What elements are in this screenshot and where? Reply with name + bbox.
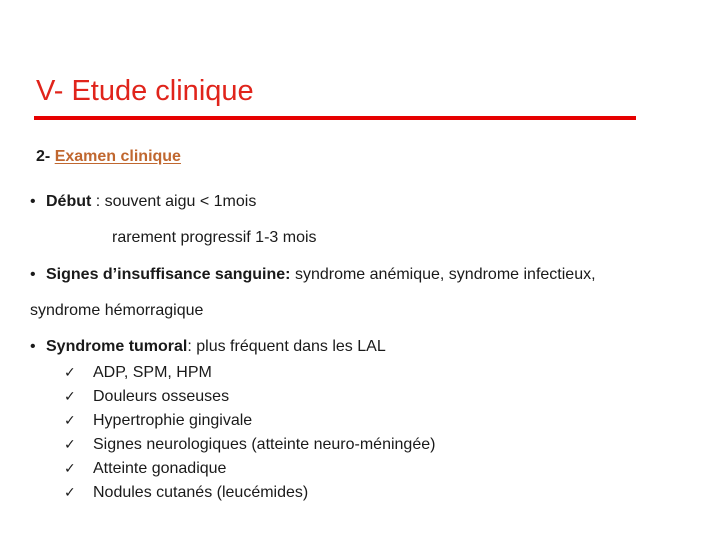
section-title: Examen clinique [54, 148, 181, 165]
debut-label: Début [46, 193, 92, 210]
list-item-text: Hypertrophie gingivale [93, 412, 253, 429]
bullet-tumoral [30, 336, 386, 358]
checkmark-icon: ✓ [64, 485, 76, 501]
bullet-debut [30, 191, 256, 213]
section-heading [36, 146, 181, 168]
checkmark-icon: ✓ [64, 437, 76, 453]
bullet-insuffisance [30, 264, 596, 286]
list-item [64, 481, 435, 505]
insuffisance-continuation: syndrome hémorragique [30, 302, 204, 319]
debut-continuation: rarement progressif 1-3 mois [112, 229, 317, 246]
slide-title: V- Etude clinique [36, 75, 254, 107]
bullet-icon: • [30, 338, 36, 355]
tumoral-text: : plus fréquent dans les LAL [187, 338, 386, 355]
checkmark-icon: ✓ [64, 413, 76, 429]
checkmark-icon: ✓ [64, 461, 76, 477]
checkmark-icon: ✓ [64, 389, 76, 405]
list-item [64, 361, 435, 385]
insuffisance-label: Signes d’insuffisance sanguine: [46, 266, 291, 283]
list-item-text: Douleurs osseuses [93, 388, 230, 405]
debut-text: : souvent aigu < 1mois [91, 193, 257, 210]
checkmark-icon: ✓ [64, 365, 76, 381]
list-item-text: Atteinte gonadique [93, 460, 227, 477]
list-item [64, 457, 435, 481]
title-underline-rule [34, 116, 636, 120]
tumoral-label: Syndrome tumoral [46, 338, 188, 355]
tumoral-check-list [64, 361, 435, 505]
bullet-icon: • [30, 266, 36, 283]
bullet-icon: • [30, 193, 36, 210]
list-item [64, 433, 435, 457]
list-item-text: Nodules cutanés (leucémides) [93, 484, 309, 501]
list-item-text: Signes neurologiques (atteinte neuro-méningée) [93, 436, 436, 453]
list-item [64, 385, 435, 409]
list-item-text: ADP, SPM, HPM [93, 364, 212, 381]
section-number: 2- [36, 148, 51, 165]
insuffisance-text: syndrome anémique, syndrome infectieux, [290, 266, 596, 283]
list-item [64, 409, 435, 433]
